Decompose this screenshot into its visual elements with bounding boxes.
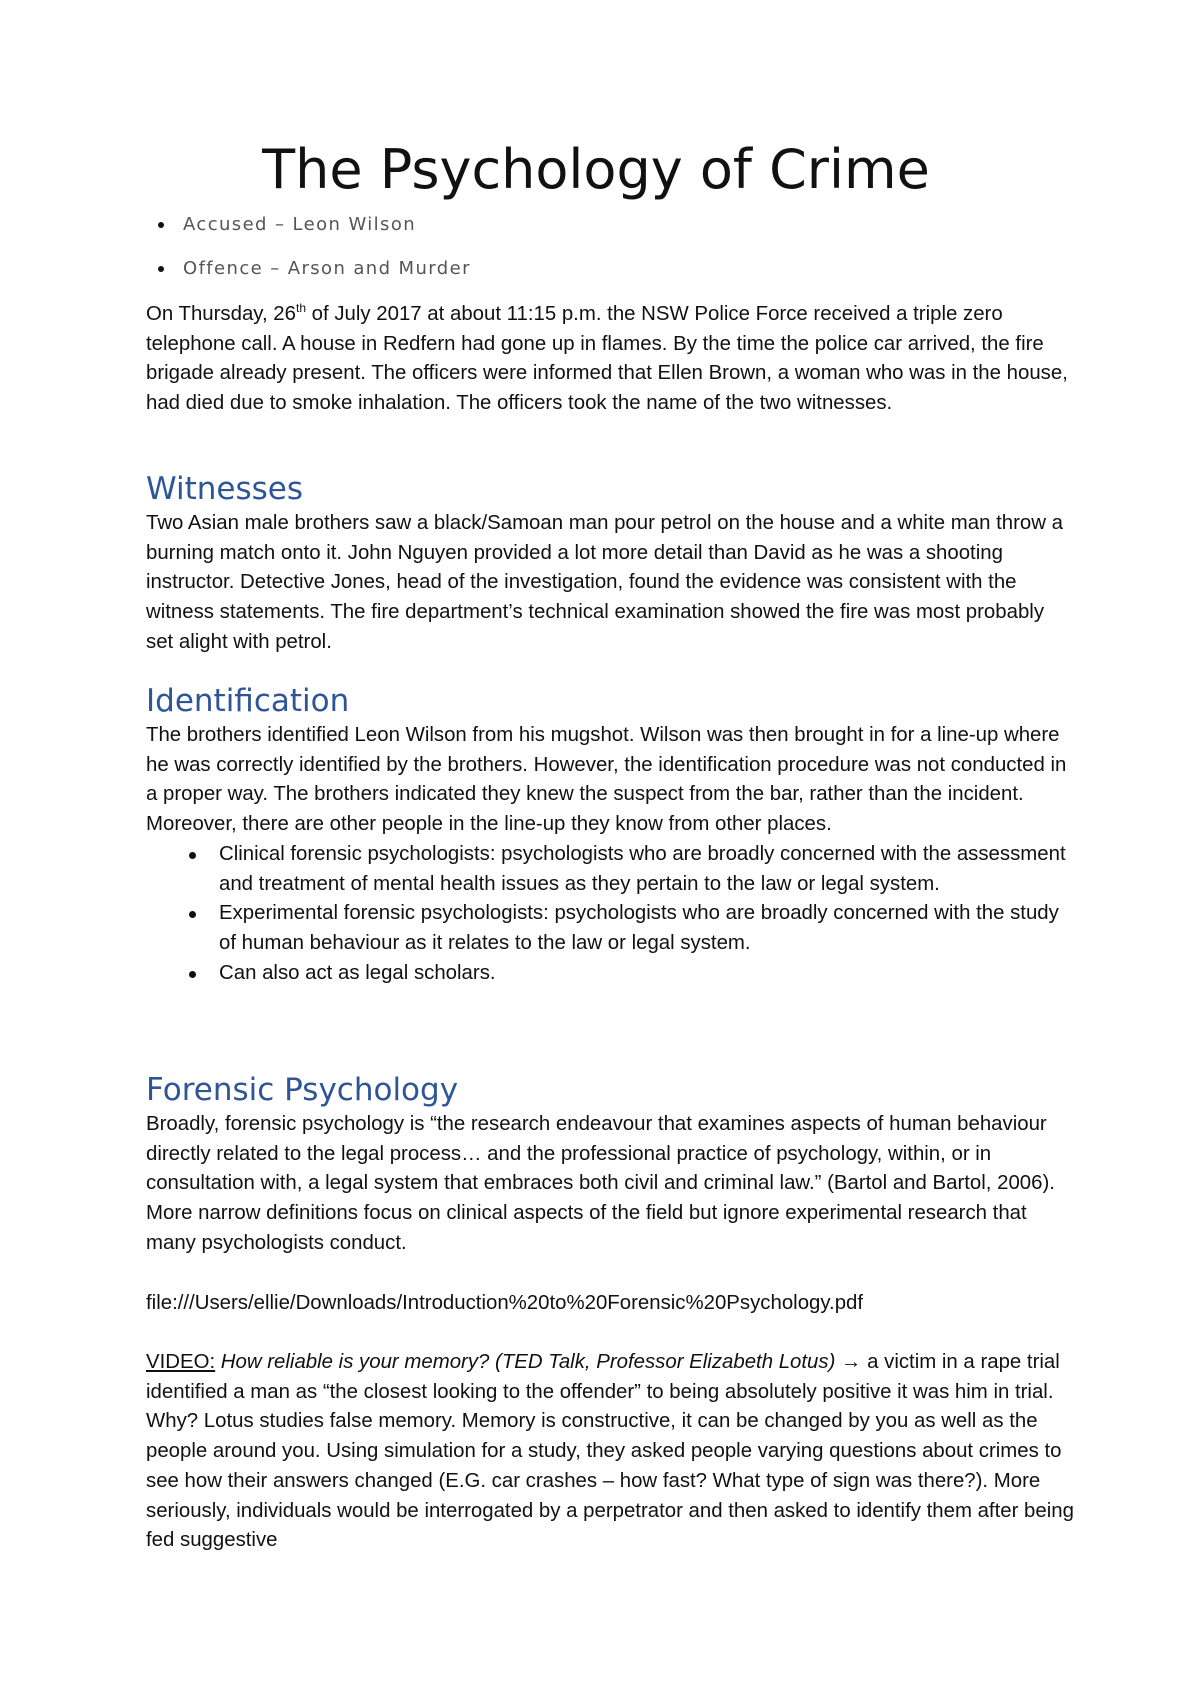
list-item-text: Experimental forensic psychologists: psychologists who are broadly concerned with the study of human behaviour as it relates to the law or legal system. [219, 902, 1059, 954]
list-item [146, 840, 1076, 899]
bullet-icon [189, 852, 196, 859]
forensic-paragraph: Broadly, forensic psychology is “the research endeavour that examines aspects of human behaviour directly related to the legal process… and the professional practice of psychology, within, or in consultation with, a legal system that embraces both civil and criminal law.” (Bartol and Bartol, 2006). More narrow definitions focus on clinical aspects of the field but ignore experimental research that many psychologists conduct. [146, 1113, 1055, 1254]
intro-superscript: th [296, 301, 307, 316]
bullet-icon [189, 911, 196, 918]
video-section [146, 1348, 1076, 1556]
document-title: The Psychology of Crime [262, 138, 930, 201]
intro-part1: On Thursday, 26 [146, 303, 296, 325]
arrow-icon: → [835, 1351, 868, 1373]
meta-offence-text: Offence – Arson and Murder [183, 258, 471, 279]
forensic-section [146, 1070, 1076, 1318]
identification-paragraph: The brothers identified Leon Wilson from his mugshot. Wilson was then brought in for a line-up where he was correctly identified by the brothers. However, the identification procedure was not conducted in a proper way. The brothers indicated they knew the suspect from the bar, rather than the incident. Moreover, there are other people in the line-up they know from other places. [146, 724, 1067, 836]
video-title: How reliable is your memory? (TED Talk, Professor Elizabeth Lotus) [220, 1351, 836, 1373]
meta-accused-text: Accused – Leon Wilson [183, 214, 417, 235]
intro-part2: of July 2017 at about 11:15 p.m. the NSW Police Force received a triple zero telephone call. A house in Redfern had gone up in flames. By the time the police car arrived, the fire brigade already present. The officers were informed that Ellen Brown, a woman who was in the house, had died due to smoke inhalation. The officers took the name of the two witnesses. [146, 303, 1068, 415]
video-label: VIDEO: [146, 1351, 216, 1373]
witnesses-paragraph: Two Asian male brothers saw a black/Samoan man pour petrol on the house and a white man throw a burning match onto it. John Nguyen provided a lot more detail than David as he was a shooting instructor. Detective Jones, head of the investigation, found the evidence was consistent with the witness statements. The fire department’s technical examination showed the fire was most probably set alight with petrol. [146, 512, 1063, 653]
witnesses-heading: Witnesses [146, 471, 303, 507]
bullet-icon [189, 971, 196, 978]
list-item-text: Clinical forensic psychologists: psychologists who are broadly concerned with the assessment and treatment of mental health issues as they pertain to the law or legal system. [219, 842, 1066, 895]
intro-section [146, 300, 1076, 419]
bullet-icon [158, 266, 164, 272]
witnesses-section [146, 469, 1076, 658]
intro-paragraph [146, 300, 1076, 419]
identification-heading: Identification [146, 683, 350, 719]
bullet-icon [158, 222, 164, 228]
psychologist-types-list [146, 840, 1076, 989]
list-item-text: Can also act as legal scholars. [219, 961, 496, 984]
video-paragraph [146, 1348, 1076, 1556]
case-meta-list [146, 212, 471, 300]
meta-item-accused [146, 212, 471, 256]
list-item [146, 959, 1076, 989]
file-link[interactable]: file:///Users/ellie/Downloads/Introduction%20to%20Forensic%20Psychology.pdf [146, 1291, 864, 1314]
video-text: a victim in a rape trial identified a man as “the closest looking to the offender” to being absolutely positive it was him in trial. Why? Lotus studies false memory. Memory is constructive, it can be changed by you as well as the people around you. Using simulation for a study, they asked people varying questions about crimes to see how their answers changed (E.G. car crashes – how fast? What type of sign was there?). More seriously, individuals would be interrogated by a perpetrator and then asked to identify them after being fed suggestive [146, 1351, 1074, 1552]
forensic-heading: Forensic Psychology [146, 1072, 459, 1108]
list-item [146, 899, 1076, 958]
meta-item-offence [146, 256, 471, 300]
identification-section [146, 681, 1076, 988]
